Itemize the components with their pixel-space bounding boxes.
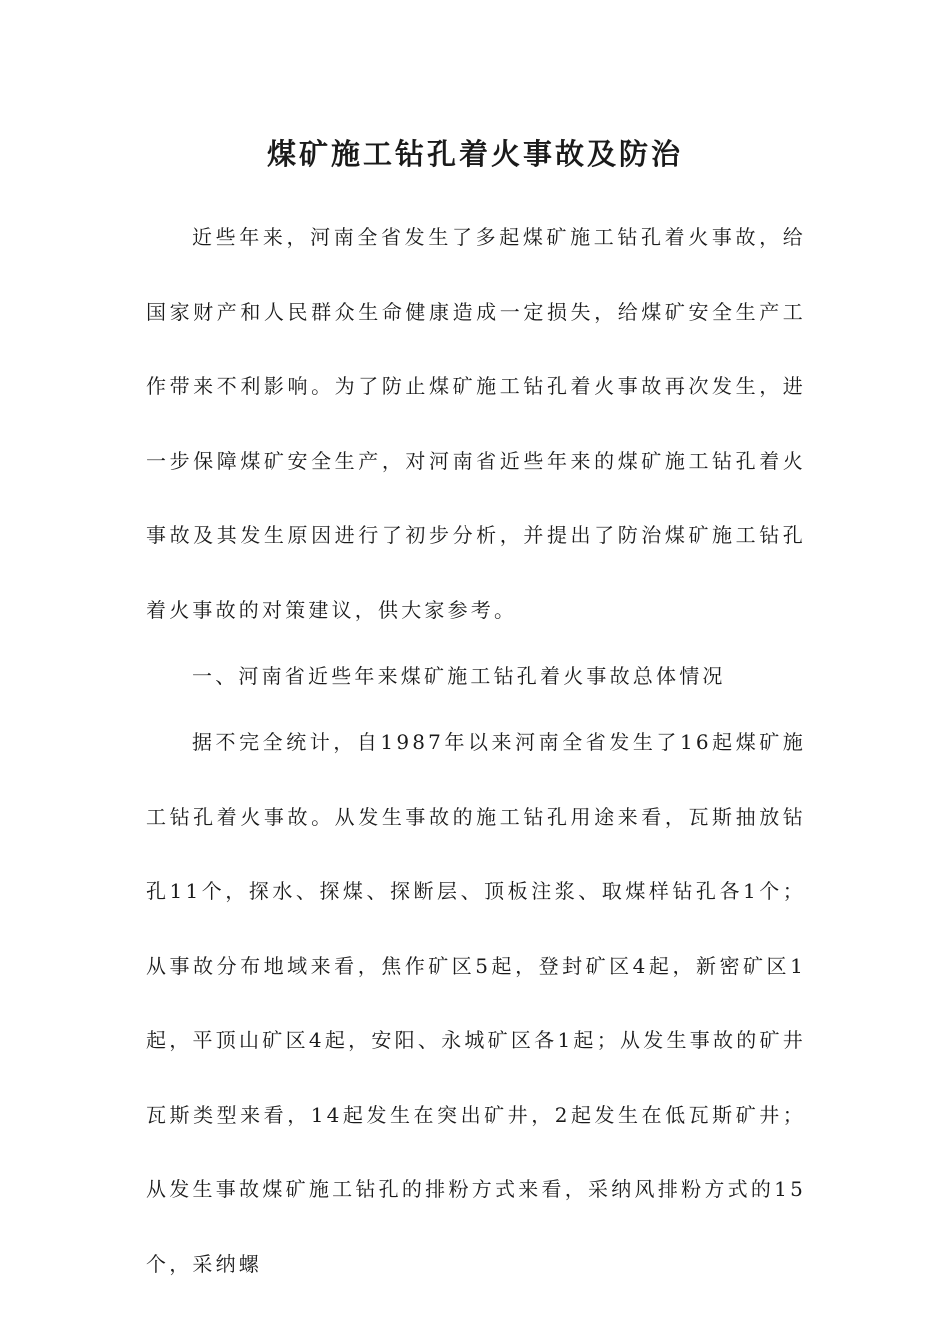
section-heading-1: 一、河南省近些年来煤矿施工钻孔着火事故总体情况 [192, 664, 726, 688]
paragraph-intro: 近些年来，河南全省发生了多起煤矿施工钻孔着火事故，给国家财产和人民群众生命健康造成一定损失，给煤矿安全生产工作带来不利影响。为了防止煤矿施工钻孔着火事故再次发生，进一步保障煤矿安全生产，对河南省近些年来的煤矿施工钻孔着火事故及其发生原因进行了初步分析，并提出了防治煤矿施工钻孔着火事故的对策建议，供大家参考。 [146, 225, 806, 622]
document-title: 煤矿施工钻孔着火事故及防治 [266, 137, 683, 171]
paragraph-statistics: 据不完全统计，自1987年以来河南全省发生了16起煤矿施工钻孔着火事故。从发生事故的施工钻孔用途来看，瓦斯抽放钻孔11个，探水、探煤、探断层、顶板注浆、取煤样钻孔各1个；从事故分布地域来看，焦作矿区5起，登封矿区4起，新密矿区1起，平顶山矿区4起，安阳、永城矿区各1起；从发生事故的矿井瓦斯类型来看，14起发生在突出矿井，2起发生在低瓦斯矿井；从发生事故煤矿施工钻孔的排粉方式来看，采纳风排粉方式的15个，采纳螺 [146, 730, 806, 1276]
document-body [146, 200, 806, 1301]
